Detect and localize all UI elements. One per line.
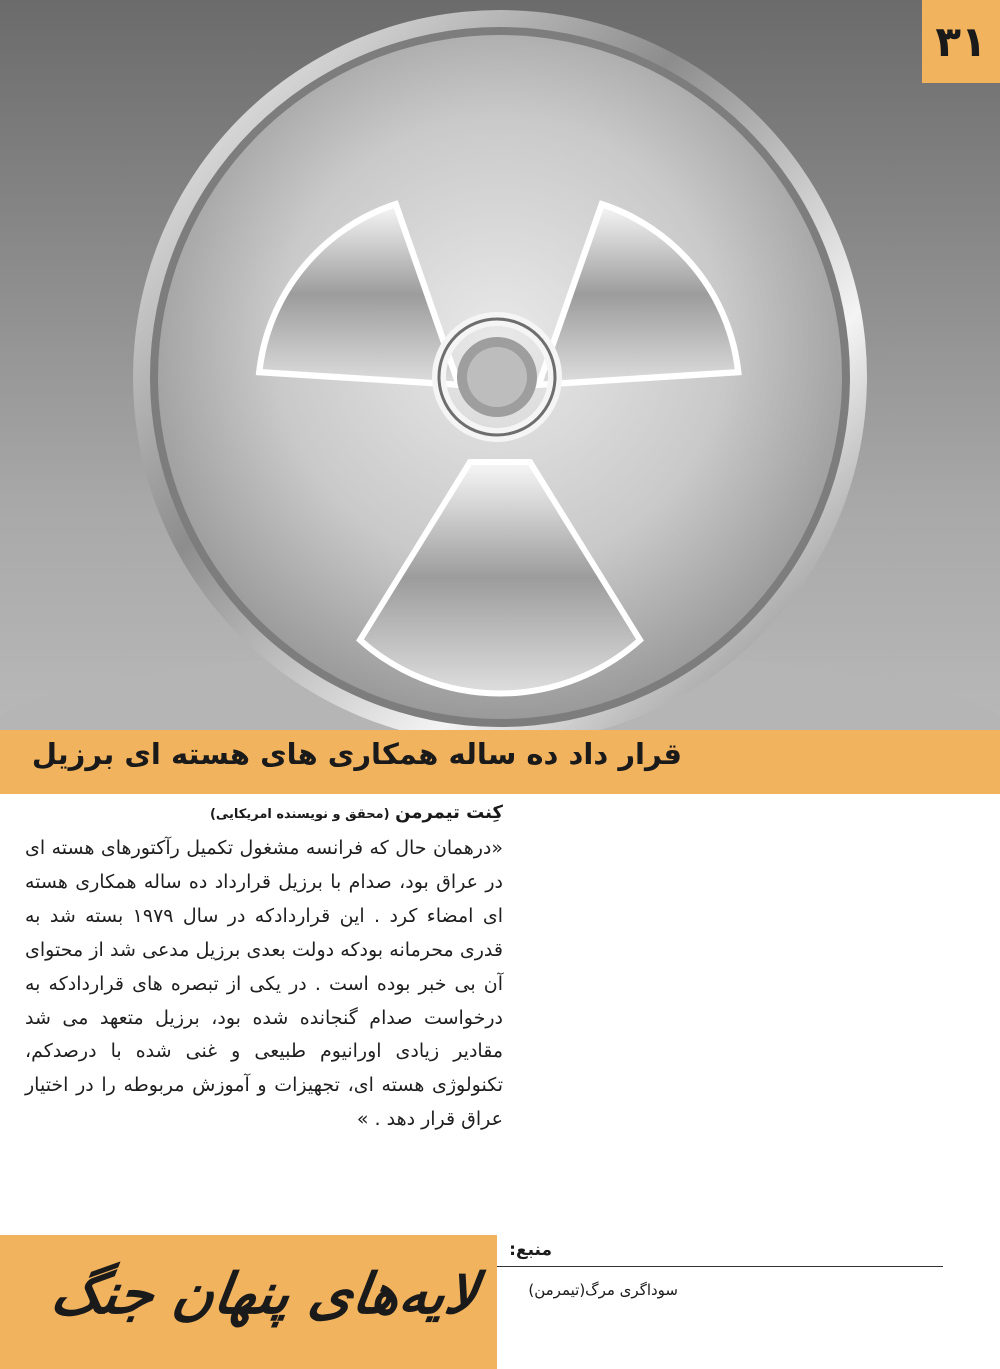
source-divider bbox=[497, 1266, 943, 1267]
source-label: منبع: bbox=[509, 1240, 552, 1260]
author-name: کِنت تیمرمن bbox=[395, 802, 503, 823]
title-band bbox=[0, 730, 1000, 794]
author-line bbox=[23, 802, 503, 823]
book-logo-block bbox=[0, 1235, 497, 1369]
page-number: ۳۱ bbox=[935, 17, 987, 66]
book-logo-calligraphy: لایه‌های پنهان جنگ bbox=[47, 1261, 482, 1327]
source-value: سوداگری مرگ(تیمرمن) bbox=[528, 1281, 678, 1299]
article-title: قرار داد ده ساله همکاری های هسته ای برزیل bbox=[31, 737, 682, 771]
article-body: «درهمان حال که فرانسه مشغول تکمیل رآکتورهای هسته ای در عراق بود، صدام با برزیل قرارداد ده ساله همکاری هسته ای امضاء کرد . این قراردادکه در سال ۱۹۷۹ بسته شد به قدری محرمانه بودکه دولت بعدی برزیل مدعی شد از محتوای آن بی خبر بوده است . در یکی از تبصره های قراردادکه به درخواست صدام گنجانده شده بود، برزیل متعهد می شد مقادیر زیادی اورانیوم طبیعی و غنی شده با درصدکم، تکنولوژی هسته ای، تجهیزات و آموزش مربوطه را در اختیار عراق قرار دهد . » bbox=[25, 837, 503, 1131]
author-role: (محقق و نویسنده امریکایی) bbox=[209, 807, 390, 822]
page-number-box bbox=[922, 0, 1000, 83]
